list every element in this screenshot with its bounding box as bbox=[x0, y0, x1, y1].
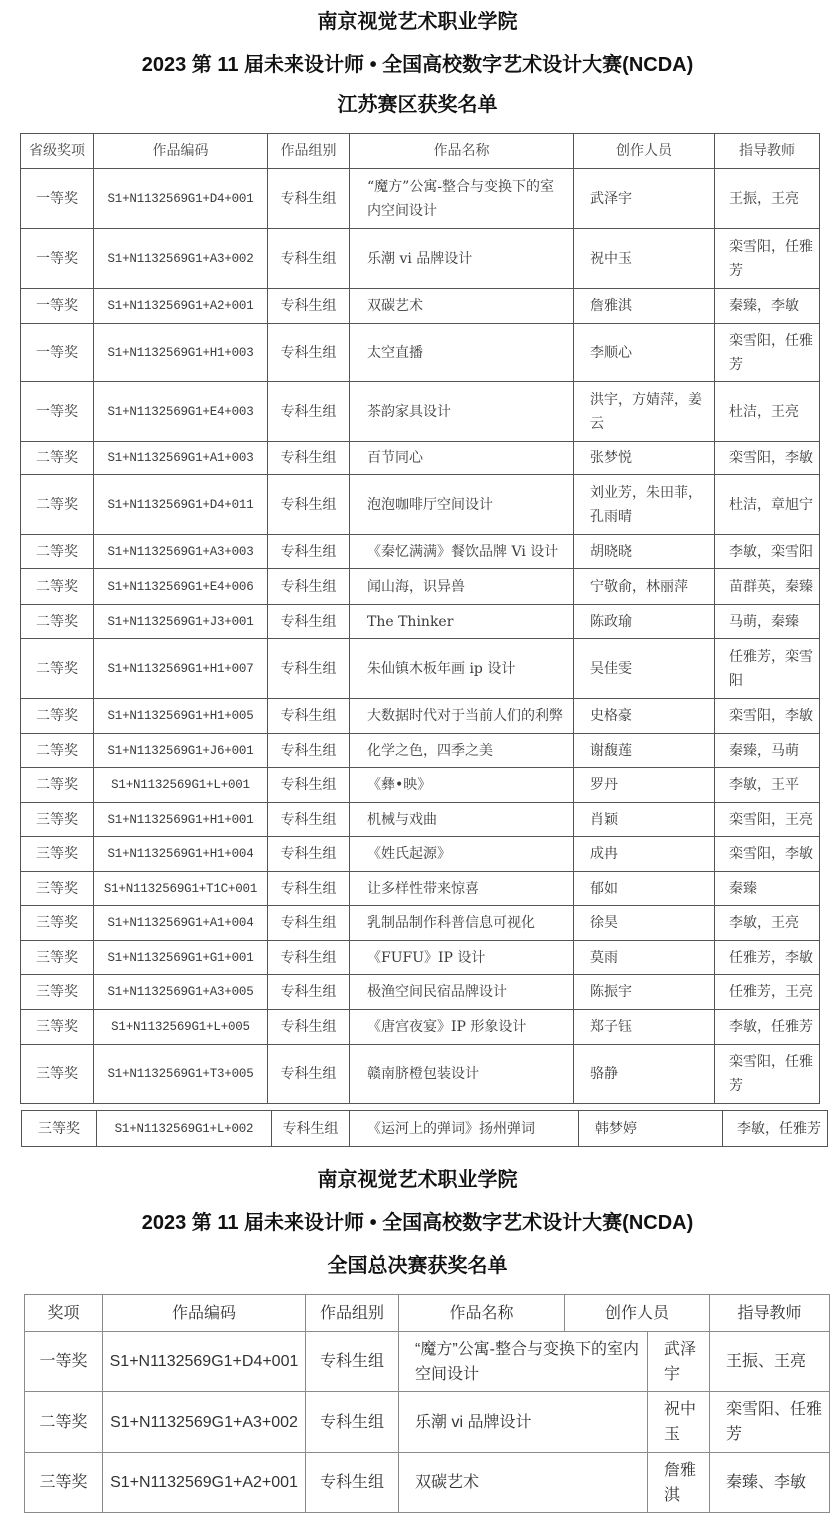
cell-code: S1+N1132569G1+L+005 bbox=[94, 1010, 268, 1045]
table-row bbox=[21, 1010, 820, 1045]
cell-group: 专科生组 bbox=[268, 475, 350, 535]
cell-teacher: 苗群英，秦臻 bbox=[715, 569, 820, 605]
cell-teacher: 秦臻 bbox=[715, 872, 820, 906]
school-title-national: 南京视觉艺术职业学院 bbox=[317, 1169, 518, 1191]
national-list-title: 全国总决赛获奖名单 bbox=[327, 1255, 508, 1277]
table-row bbox=[21, 289, 820, 324]
cell-creator: 吴佳雯 bbox=[574, 639, 715, 699]
table-row bbox=[21, 605, 820, 639]
competition-title-national: 2023 第 11 届未来设计师 • 全国高校数字艺术设计大赛(NCDA) bbox=[141, 1212, 694, 1234]
cell-name: “魔方”公寓-整合与变换下的室内空间设计 bbox=[350, 169, 574, 229]
cell-award: 三等奖 bbox=[21, 837, 94, 872]
cell-name: 《唐宫夜宴》IP 形象设计 bbox=[350, 1010, 574, 1045]
cell-group: 专科生组 bbox=[268, 569, 350, 605]
cell-name: 双碳艺术 bbox=[350, 289, 574, 324]
cell-creator: 郑子钰 bbox=[574, 1010, 715, 1045]
regional-extra-row-table bbox=[21, 1110, 828, 1147]
cell-code: S1+N1132569G1+T1C+001 bbox=[94, 872, 268, 906]
cell-creator: 陈政瑜 bbox=[574, 605, 715, 639]
cell-name: 《姓氏起源》 bbox=[350, 837, 574, 872]
cell-award: 一等奖 bbox=[21, 289, 94, 324]
cell-teacher: 李敏，王平 bbox=[715, 768, 820, 803]
cell-creator: 肖颖 bbox=[574, 803, 715, 837]
cell-name: 乳制品制作科普信息可视化 bbox=[350, 906, 574, 941]
cell-teacher: 栾雪阳，任雅芳 bbox=[715, 1045, 820, 1104]
cell-name: 泡泡咖啡厅空间设计 bbox=[350, 475, 574, 535]
header-award: 省级奖项 bbox=[21, 134, 94, 169]
cell-teacher: 马萌，秦臻 bbox=[715, 605, 820, 639]
cell-name: 茶韵家具设计 bbox=[350, 382, 574, 442]
cell-name: 闻山海，识异兽 bbox=[350, 569, 574, 605]
table-row bbox=[21, 382, 820, 442]
cell-creator: 李顺心 bbox=[574, 324, 715, 382]
header-name: 作品名称 bbox=[399, 1295, 565, 1332]
cell-creator: 谢馥莲 bbox=[574, 734, 715, 768]
table-row bbox=[21, 169, 820, 229]
cell-code: S1+N1132569G1+A3+003 bbox=[94, 535, 268, 569]
cell-code: S1+N1132569G1+H1+003 bbox=[94, 324, 268, 382]
cell-group: 专科生组 bbox=[306, 1392, 399, 1453]
table-row bbox=[21, 475, 820, 535]
cell-award: 三等奖 bbox=[21, 906, 94, 941]
cell-code: S1+N1132569G1+E4+003 bbox=[94, 382, 268, 442]
header-teacher: 指导教师 bbox=[715, 134, 820, 169]
header-teacher: 指导教师 bbox=[710, 1295, 830, 1332]
cell-name: 《FUFU》IP 设计 bbox=[350, 941, 574, 975]
cell-creator: 韩梦婷 bbox=[579, 1111, 723, 1147]
cell-creator: 成冉 bbox=[574, 837, 715, 872]
cell-creator: 宁敬俞，林丽萍 bbox=[574, 569, 715, 605]
table-row bbox=[21, 734, 820, 768]
cell-award: 三等奖 bbox=[21, 803, 94, 837]
cell-name: 双碳艺术 bbox=[399, 1453, 648, 1513]
cell-group: 专科生组 bbox=[306, 1332, 399, 1392]
cell-award: 一等奖 bbox=[21, 324, 94, 382]
cell-creator: 祝中玉 bbox=[574, 229, 715, 289]
cell-award: 二等奖 bbox=[21, 734, 94, 768]
cell-teacher: 杜洁，章旭宁 bbox=[715, 475, 820, 535]
cell-creator: 张梦悦 bbox=[574, 442, 715, 475]
cell-teacher: 李敏，王亮 bbox=[715, 906, 820, 941]
table-row bbox=[21, 569, 820, 605]
cell-name: The Thinker bbox=[350, 605, 574, 639]
cell-group: 专科生组 bbox=[268, 289, 350, 324]
cell-name: 化学之色，四季之美 bbox=[350, 734, 574, 768]
table-row bbox=[25, 1332, 830, 1392]
cell-code: S1+N1132569G1+A1+004 bbox=[94, 906, 268, 941]
cell-teacher: 任雅芳，李敏 bbox=[715, 941, 820, 975]
cell-code: S1+N1132569G1+L+002 bbox=[97, 1111, 272, 1147]
cell-award: 三等奖 bbox=[21, 975, 94, 1010]
cell-teacher: 栾雪阳，李敏 bbox=[715, 837, 820, 872]
cell-group: 专科生组 bbox=[268, 382, 350, 442]
cell-award: 三等奖 bbox=[21, 941, 94, 975]
cell-teacher: 李敏，任雅芳 bbox=[723, 1111, 828, 1147]
table-row bbox=[21, 699, 820, 734]
cell-teacher: 任雅芳，王亮 bbox=[715, 975, 820, 1010]
cell-name: 朱仙镇木板年画 ip 设计 bbox=[350, 639, 574, 699]
cell-teacher: 杜洁，王亮 bbox=[715, 382, 820, 442]
cell-award: 二等奖 bbox=[21, 605, 94, 639]
cell-group: 专科生组 bbox=[268, 941, 350, 975]
table-row bbox=[21, 442, 820, 475]
cell-code: S1+N1132569G1+A1+003 bbox=[94, 442, 268, 475]
cell-code: S1+N1132569G1+A3+005 bbox=[94, 975, 268, 1010]
table-row bbox=[21, 1045, 820, 1104]
table-row bbox=[21, 837, 820, 872]
school-title: 南京视觉艺术职业学院 bbox=[317, 11, 518, 33]
cell-teacher: 秦臻，马萌 bbox=[715, 734, 820, 768]
cell-group: 专科生组 bbox=[268, 535, 350, 569]
header-code: 作品编码 bbox=[94, 134, 268, 169]
table-row bbox=[21, 768, 820, 803]
header-creator: 创作人员 bbox=[574, 134, 715, 169]
cell-code: S1+N1132569G1+H1+001 bbox=[94, 803, 268, 837]
cell-code: S1+N1132569G1+G1+001 bbox=[94, 941, 268, 975]
cell-teacher: 秦臻，李敏 bbox=[715, 289, 820, 324]
header-group: 作品组别 bbox=[306, 1295, 399, 1332]
cell-code: S1+N1132569G1+H1+004 bbox=[94, 837, 268, 872]
table-row bbox=[21, 803, 820, 837]
table-row bbox=[21, 324, 820, 382]
cell-code: S1+N1132569G1+T3+005 bbox=[94, 1045, 268, 1104]
cell-name: 极渔空间民宿品牌设计 bbox=[350, 975, 574, 1010]
competition-title: 2023 第 11 届未来设计师 • 全国高校数字艺术设计大赛(NCDA) bbox=[141, 54, 694, 76]
cell-award: 一等奖 bbox=[21, 382, 94, 442]
cell-code: S1+N1132569G1+J6+001 bbox=[94, 734, 268, 768]
cell-group: 专科生组 bbox=[306, 1453, 399, 1513]
table-row bbox=[21, 639, 820, 699]
cell-award: 一等奖 bbox=[21, 169, 94, 229]
cell-creator: 刘业芳，朱田菲，孔雨晴 bbox=[574, 475, 715, 535]
cell-creator: 胡晓晓 bbox=[574, 535, 715, 569]
cell-group: 专科生组 bbox=[272, 1111, 350, 1147]
regional-table-body bbox=[21, 169, 820, 1104]
cell-creator: 莫雨 bbox=[574, 941, 715, 975]
header-group: 作品组别 bbox=[268, 134, 350, 169]
cell-creator: 郁如 bbox=[574, 872, 715, 906]
cell-group: 专科生组 bbox=[268, 803, 350, 837]
cell-group: 专科生组 bbox=[268, 975, 350, 1010]
cell-creator: 徐昊 bbox=[574, 906, 715, 941]
cell-group: 专科生组 bbox=[268, 324, 350, 382]
table-header-row bbox=[25, 1295, 830, 1332]
table-row bbox=[21, 975, 820, 1010]
regional-awards-table bbox=[20, 133, 820, 1104]
table-row bbox=[21, 941, 820, 975]
cell-teacher: 秦臻、李敏 bbox=[710, 1453, 830, 1513]
cell-group: 专科生组 bbox=[268, 872, 350, 906]
cell-creator: 武泽宇 bbox=[574, 169, 715, 229]
cell-teacher: 栾雪阳，任雅芳 bbox=[715, 229, 820, 289]
cell-creator: 罗丹 bbox=[574, 768, 715, 803]
national-table-body bbox=[25, 1332, 830, 1513]
cell-name: 大数据时代对于当前人们的利弊 bbox=[350, 699, 574, 734]
table-header-row bbox=[21, 134, 820, 169]
cell-group: 专科生组 bbox=[268, 1045, 350, 1104]
cell-name: 百节同心 bbox=[350, 442, 574, 475]
table-row bbox=[25, 1453, 830, 1513]
cell-name: 乐潮 vi 品牌设计 bbox=[399, 1392, 648, 1453]
cell-code: S1+N1132569G1+L+001 bbox=[94, 768, 268, 803]
cell-teacher: 栾雪阳，李敏 bbox=[715, 699, 820, 734]
table-row bbox=[21, 229, 820, 289]
cell-name: “魔方”公寓-整合与变换下的室内空间设计 bbox=[399, 1332, 648, 1392]
cell-award: 二等奖 bbox=[21, 569, 94, 605]
table-row bbox=[22, 1111, 828, 1147]
table-row bbox=[21, 906, 820, 941]
cell-group: 专科生组 bbox=[268, 639, 350, 699]
cell-name: 赣南脐橙包装设计 bbox=[350, 1045, 574, 1104]
cell-award: 二等奖 bbox=[21, 768, 94, 803]
regional-list-title: 江苏赛区获奖名单 bbox=[337, 94, 498, 116]
cell-teacher: 栾雪阳，李敏 bbox=[715, 442, 820, 475]
cell-name: 《运河上的弹词》扬州弹词 bbox=[350, 1111, 579, 1147]
cell-award: 二等奖 bbox=[25, 1392, 103, 1453]
cell-creator: 史格豪 bbox=[574, 699, 715, 734]
header-award: 奖项 bbox=[25, 1295, 103, 1332]
cell-award: 三等奖 bbox=[22, 1111, 97, 1147]
cell-award: 二等奖 bbox=[21, 639, 94, 699]
cell-code: S1+N1132569G1+H1+005 bbox=[94, 699, 268, 734]
cell-group: 专科生组 bbox=[268, 837, 350, 872]
cell-code: S1+N1132569G1+H1+007 bbox=[94, 639, 268, 699]
cell-code: S1+N1132569G1+J3+001 bbox=[94, 605, 268, 639]
national-awards-table bbox=[24, 1294, 830, 1513]
cell-creator: 詹雅淇 bbox=[574, 289, 715, 324]
cell-group: 专科生组 bbox=[268, 442, 350, 475]
cell-creator: 武泽宇 bbox=[648, 1332, 710, 1392]
cell-group: 专科生组 bbox=[268, 734, 350, 768]
header-name: 作品名称 bbox=[350, 134, 574, 169]
cell-code: S1+N1132569G1+A2+001 bbox=[103, 1453, 306, 1513]
table-row bbox=[21, 535, 820, 569]
cell-name: 《彝•映》 bbox=[350, 768, 574, 803]
cell-creator: 祝中玉 bbox=[648, 1392, 710, 1453]
cell-group: 专科生组 bbox=[268, 768, 350, 803]
header-creator: 创作人员 bbox=[565, 1295, 710, 1332]
cell-award: 一等奖 bbox=[21, 229, 94, 289]
cell-award: 二等奖 bbox=[21, 535, 94, 569]
cell-name: 《秦忆满满》餐饮品牌 Vi 设计 bbox=[350, 535, 574, 569]
cell-teacher: 王振，王亮 bbox=[715, 169, 820, 229]
cell-creator: 骆静 bbox=[574, 1045, 715, 1104]
cell-teacher: 王振、王亮 bbox=[710, 1332, 830, 1392]
header-code: 作品编码 bbox=[103, 1295, 306, 1332]
cell-award: 三等奖 bbox=[21, 1010, 94, 1045]
cell-code: S1+N1132569G1+A3+002 bbox=[94, 229, 268, 289]
cell-creator: 詹雅淇 bbox=[648, 1453, 710, 1513]
cell-award: 二等奖 bbox=[21, 442, 94, 475]
cell-code: S1+N1132569G1+D4+001 bbox=[103, 1332, 306, 1392]
cell-name: 乐潮 vi 品牌设计 bbox=[350, 229, 574, 289]
cell-award: 一等奖 bbox=[25, 1332, 103, 1392]
cell-teacher: 栾雪阳，任雅芳 bbox=[715, 324, 820, 382]
cell-code: S1+N1132569G1+A2+001 bbox=[94, 289, 268, 324]
cell-award: 二等奖 bbox=[21, 699, 94, 734]
cell-group: 专科生组 bbox=[268, 699, 350, 734]
cell-group: 专科生组 bbox=[268, 906, 350, 941]
cell-name: 太空直播 bbox=[350, 324, 574, 382]
cell-group: 专科生组 bbox=[268, 1010, 350, 1045]
cell-award: 三等奖 bbox=[25, 1453, 103, 1513]
cell-teacher: 李敏，任雅芳 bbox=[715, 1010, 820, 1045]
cell-code: S1+N1132569G1+E4+006 bbox=[94, 569, 268, 605]
cell-code: S1+N1132569G1+A3+002 bbox=[103, 1392, 306, 1453]
cell-teacher: 栾雪阳、任雅芳 bbox=[710, 1392, 830, 1453]
cell-teacher: 任雅芳，栾雪阳 bbox=[715, 639, 820, 699]
cell-code: S1+N1132569G1+D4+001 bbox=[94, 169, 268, 229]
cell-group: 专科生组 bbox=[268, 229, 350, 289]
table-row bbox=[21, 872, 820, 906]
cell-creator: 陈振宇 bbox=[574, 975, 715, 1010]
cell-award: 三等奖 bbox=[21, 872, 94, 906]
table-row bbox=[25, 1392, 830, 1453]
cell-group: 专科生组 bbox=[268, 169, 350, 229]
cell-award: 二等奖 bbox=[21, 475, 94, 535]
cell-teacher: 栾雪阳，王亮 bbox=[715, 803, 820, 837]
cell-name: 机械与戏曲 bbox=[350, 803, 574, 837]
cell-award: 三等奖 bbox=[21, 1045, 94, 1104]
cell-code: S1+N1132569G1+D4+011 bbox=[94, 475, 268, 535]
cell-creator: 洪宇，方婧萍，姜云 bbox=[574, 382, 715, 442]
cell-teacher: 李敏，栾雪阳 bbox=[715, 535, 820, 569]
cell-group: 专科生组 bbox=[268, 605, 350, 639]
cell-name: 让多样性带来惊喜 bbox=[350, 872, 574, 906]
